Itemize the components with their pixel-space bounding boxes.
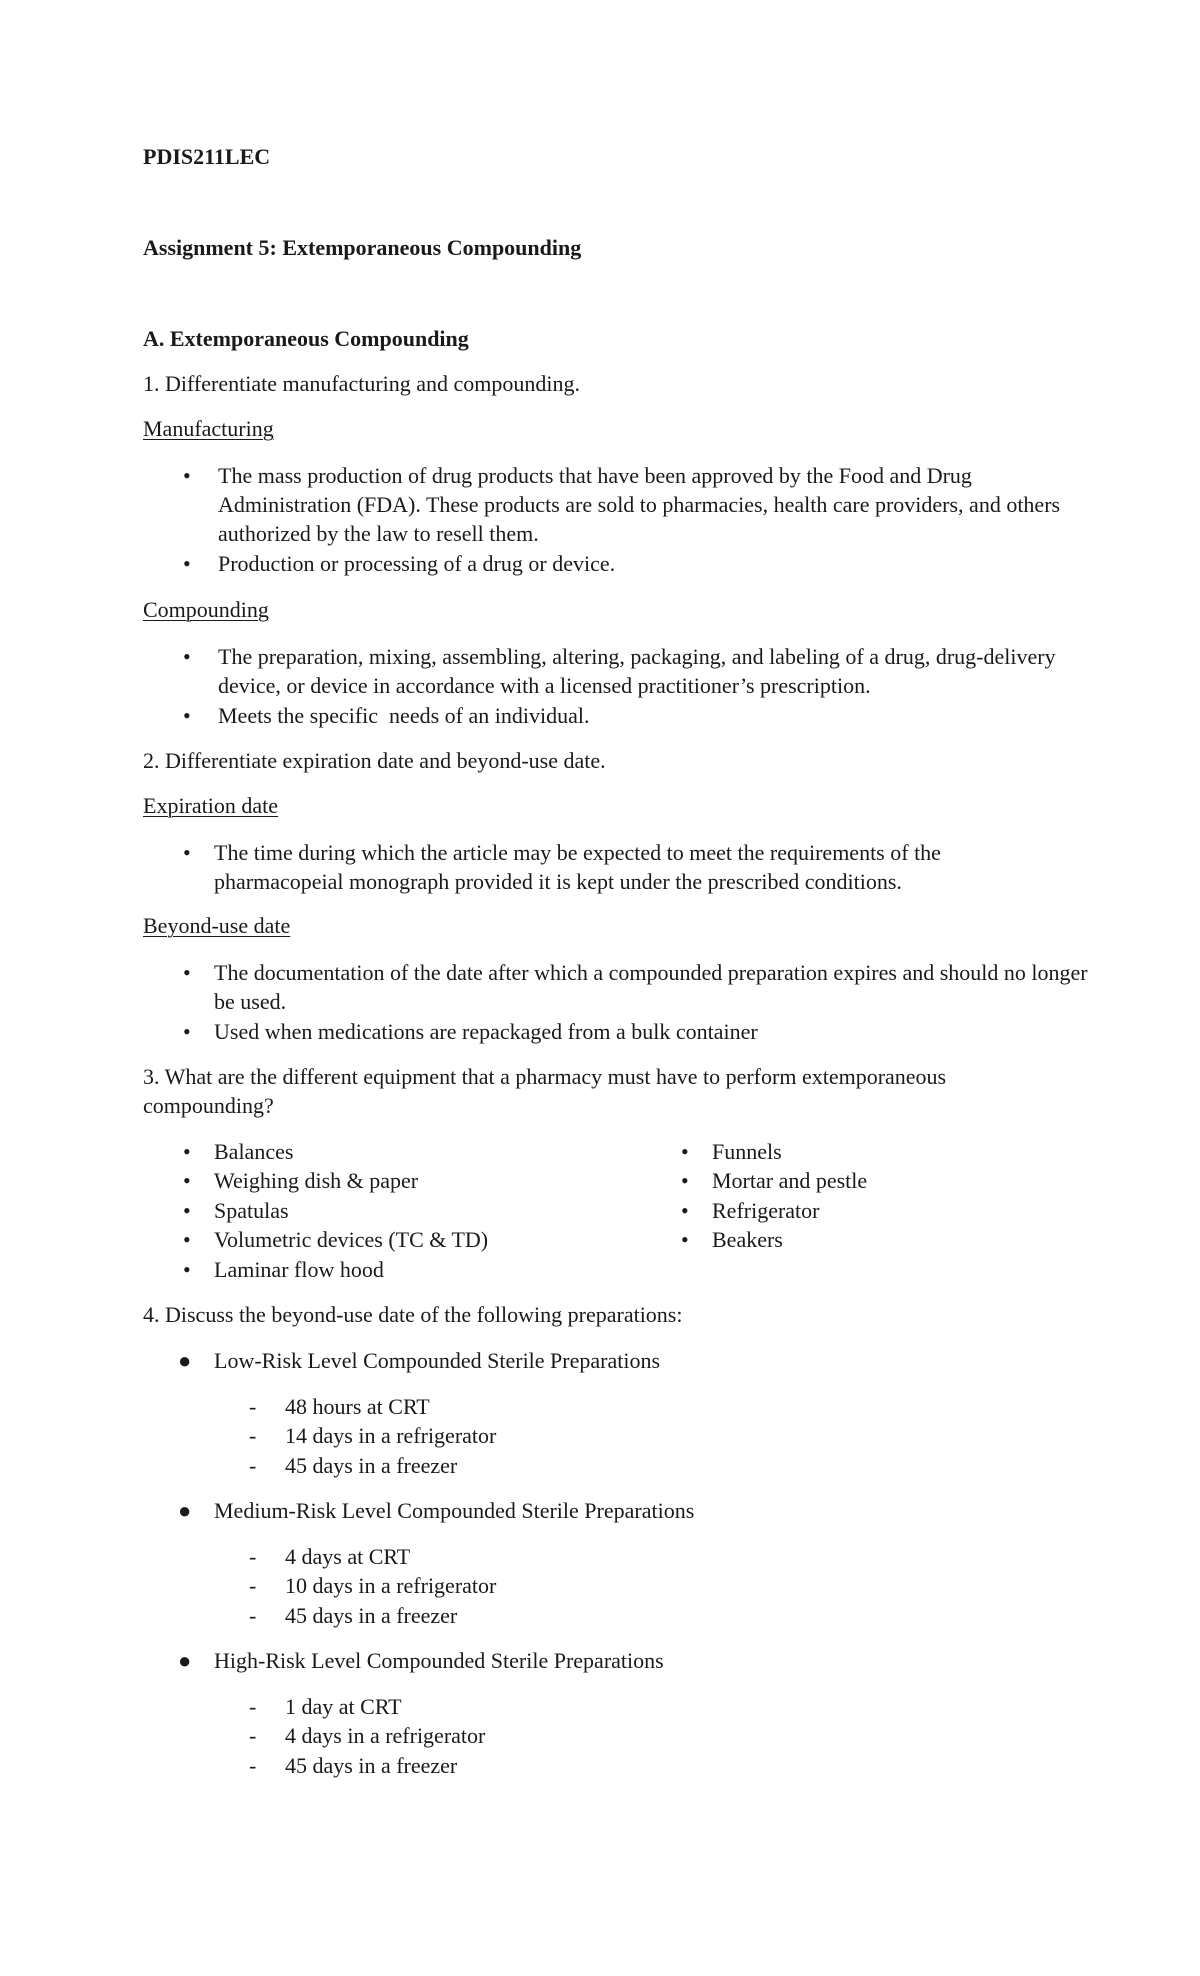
manufacturing-item-2: Production or processing of a drug or device. [218, 551, 616, 576]
beyond-use-item-2: Used when medications are repackaged from a bulk container [214, 1019, 758, 1044]
dash: - [249, 1544, 257, 1569]
dash: - [249, 1753, 257, 1778]
expiration-heading: Expiration date [143, 793, 279, 818]
dash: - [249, 1694, 257, 1719]
manufacturing-item-1: The mass production of drug products that have been approved by the Food and Drug Administration (FDA). These products are sold to pharmacies, health care providers, and others authorized by the law to resell them. [218, 463, 1061, 546]
bullet: • [183, 960, 191, 985]
equipment-left-5: Laminar flow hood [214, 1257, 384, 1282]
bullet: ● [178, 1498, 192, 1523]
bullet: ● [178, 1348, 192, 1373]
bullet: • [681, 1139, 689, 1164]
course-code: PDIS211LEC [143, 144, 271, 169]
bullet: • [183, 644, 191, 669]
equipment-left-3: Spatulas [214, 1198, 289, 1223]
question-4: 4. Discuss the beyond-use date of the following preparations: [143, 1302, 683, 1327]
bullet: • [183, 1139, 191, 1164]
dash: - [249, 1423, 257, 1448]
beyond-use-heading: Beyond-use date [143, 913, 291, 938]
section-a-title: A. Extemporaneous Compounding [143, 326, 469, 351]
equipment-left-1: Balances [214, 1139, 294, 1164]
question-2: 2. Differentiate expiration date and beyond-use date. [143, 748, 606, 773]
compounding-heading: Compounding [143, 597, 269, 622]
risk-high-item-1: 1 day at CRT [285, 1694, 402, 1719]
bullet: • [183, 1168, 191, 1193]
dash: - [249, 1394, 257, 1419]
compounding-item-2: Meets the specific needs of an individual. [218, 703, 590, 728]
bullet: • [183, 1019, 191, 1044]
risk-high-item-2: 4 days in a refrigerator [285, 1723, 486, 1748]
bullet: • [681, 1198, 689, 1223]
risk-low-item-3: 45 days in a freezer [285, 1453, 458, 1478]
bullet: • [183, 1198, 191, 1223]
dash: - [249, 1603, 257, 1628]
bullet: • [183, 1227, 191, 1252]
risk-medium-item-1: 4 days at CRT [285, 1544, 411, 1569]
dash: - [249, 1453, 257, 1478]
equipment-left-2: Weighing dish & paper [214, 1168, 419, 1193]
risk-group-low-title: Low-Risk Level Compounded Sterile Preparations [214, 1348, 661, 1373]
equipment-right-4: Beakers [712, 1227, 783, 1252]
risk-high-item-3: 45 days in a freezer [285, 1753, 458, 1778]
bullet: • [183, 1257, 191, 1282]
question-3: 3. What are the different equipment that a pharmacy must have to perform extemporaneous compounding? [143, 1064, 947, 1118]
bullet: • [183, 551, 191, 576]
bullet: • [183, 463, 191, 488]
bullet: • [681, 1227, 689, 1252]
risk-low-item-1: 48 hours at CRT [285, 1394, 430, 1419]
risk-medium-item-3: 45 days in a freezer [285, 1603, 458, 1628]
risk-medium-item-2: 10 days in a refrigerator [285, 1573, 497, 1598]
bullet: • [183, 703, 191, 728]
equipment-right-1: Funnels [712, 1139, 782, 1164]
bullet: • [183, 840, 191, 865]
equipment-right-3: Refrigerator [712, 1198, 820, 1223]
beyond-use-item-1: The documentation of the date after which a compounded preparation expires and should no longer be used. [214, 960, 1088, 1014]
bullet: • [681, 1168, 689, 1193]
dash: - [249, 1573, 257, 1598]
risk-group-high-title: High-Risk Level Compounded Sterile Preparations [214, 1648, 664, 1673]
equipment-left-4: Volumetric devices (TC & TD) [214, 1227, 489, 1252]
bullet: ● [178, 1648, 192, 1673]
compounding-item-1: The preparation, mixing, assembling, altering, packaging, and labeling of a drug, drug-delivery device, or device in accordance with a licensed practitioner’s prescription. [218, 644, 1056, 698]
question-1: 1. Differentiate manufacturing and compounding. [143, 371, 581, 396]
assignment-title: Assignment 5: Extemporaneous Compounding [143, 235, 582, 260]
manufacturing-heading: Manufacturing [143, 416, 274, 441]
risk-low-item-2: 14 days in a refrigerator [285, 1423, 497, 1448]
dash: - [249, 1723, 257, 1748]
expiration-item-1: The time during which the article may be expected to meet the requirements of the pharmacopeial monograph provided it is kept under the prescribed conditions. [214, 840, 941, 894]
risk-group-medium-title: Medium-Risk Level Compounded Sterile Preparations [214, 1498, 695, 1523]
equipment-right-2: Mortar and pestle [712, 1168, 868, 1193]
